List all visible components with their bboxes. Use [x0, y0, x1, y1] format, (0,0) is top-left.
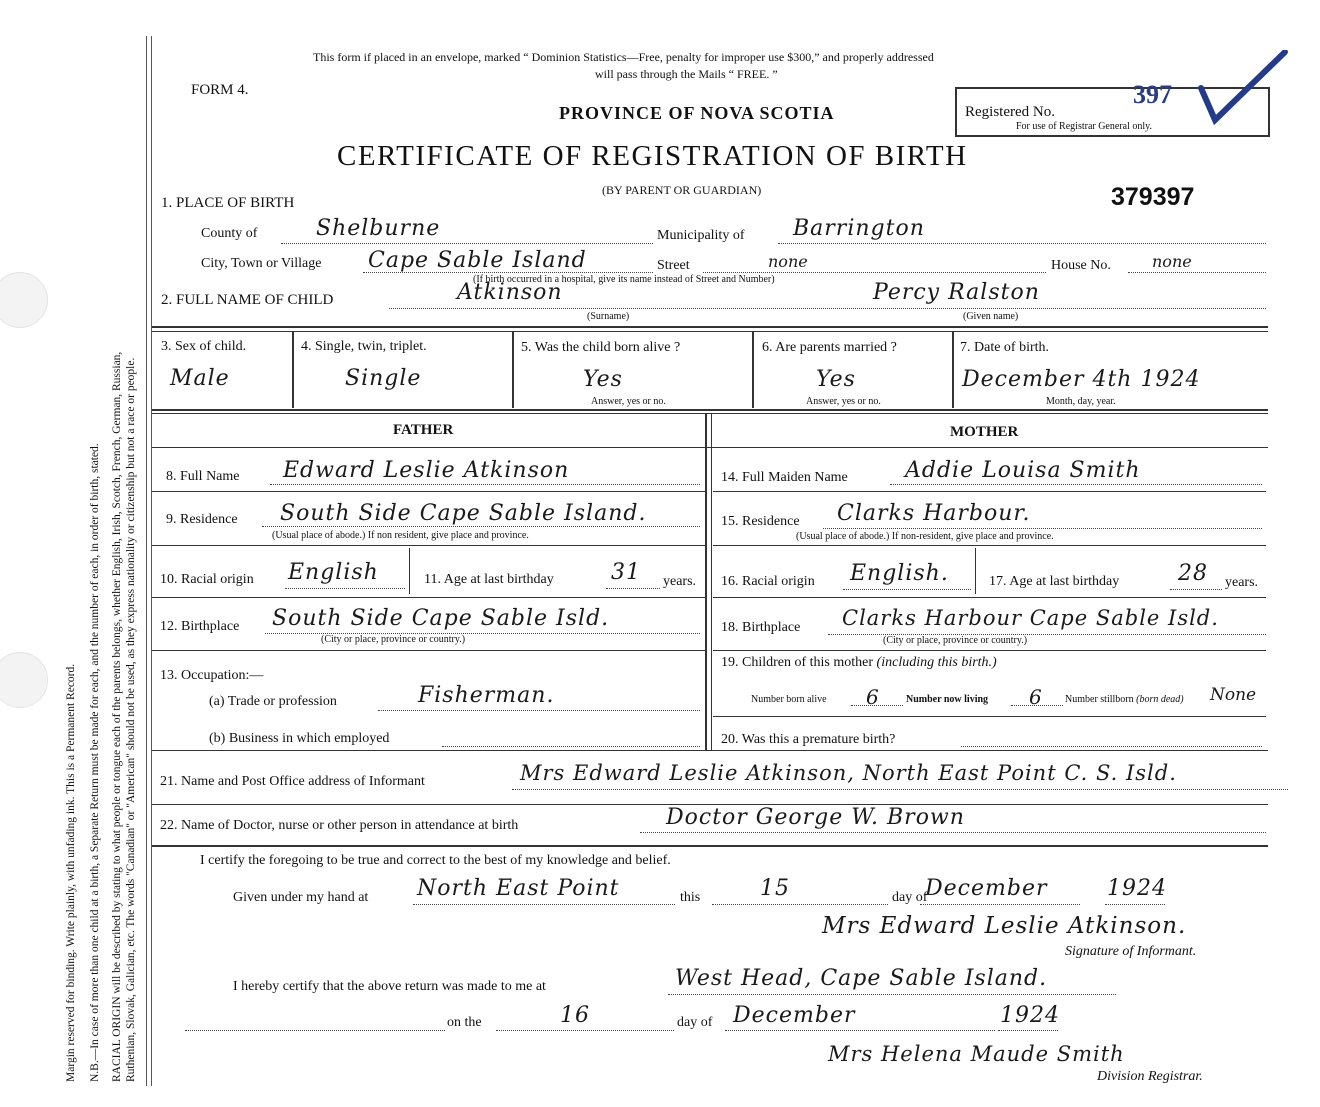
father-birthplace-note: (City or place, province or country.)	[321, 634, 466, 645]
mother-name-line	[890, 484, 1262, 485]
reg-year-line	[998, 1030, 1058, 1031]
postal-notice: This form if placed in an envelope, marked “ Dominion Statistics—Free, penalty for improper use $300,” and properly addressed	[313, 50, 934, 64]
business-line	[442, 746, 700, 747]
child-name-line	[389, 308, 1266, 309]
stillborn-label-italic: (born dead)	[1136, 694, 1184, 705]
month-value: December	[925, 876, 1048, 901]
reg-year-value: 1924	[1000, 1003, 1060, 1028]
doctor-line	[640, 832, 1266, 833]
rule	[152, 545, 705, 546]
registered-note: For use of Registrar General only.	[1016, 121, 1152, 132]
mother-age-line	[1170, 589, 1222, 590]
mother-residence-value: Clarks Harbour.	[837, 501, 1031, 526]
rule	[713, 597, 1266, 598]
municipality-line	[778, 243, 1266, 244]
father-birthplace-label: 12. Birthplace	[160, 619, 240, 634]
mother-racial-line	[843, 589, 971, 590]
trade-line	[378, 710, 700, 711]
rule	[152, 845, 1268, 847]
rule	[152, 326, 1268, 328]
margin-note-3: RACIAL ORIGIN will be described by stating to what people or tongue each of the parents belongs, whether English, Irish, Scotch, French, German, Russian,	[111, 351, 123, 1082]
rule	[152, 650, 705, 651]
informant-signature-caption: Signature of Informant.	[1065, 944, 1197, 959]
occupation-label: 13. Occupation:—	[160, 668, 264, 683]
registrar-place-line	[668, 994, 1116, 995]
father-age-line	[606, 588, 660, 589]
reg-day-line	[496, 1030, 674, 1031]
child-given-name: Percy Ralston	[873, 280, 1040, 305]
father-racial-label: 10. Racial origin	[160, 572, 254, 587]
house-label: House No.	[1051, 258, 1111, 273]
rule	[713, 650, 1266, 651]
mother-heading: MOTHER	[950, 424, 1019, 440]
now-living-count: 6	[1029, 685, 1042, 709]
margin-rule	[151, 36, 152, 1086]
stillborn-label-text: Number stillborn	[1065, 694, 1134, 705]
rule	[975, 548, 976, 594]
doctor-label: 22. Name of Doctor, nurse or other person in attendance at birth	[160, 818, 519, 833]
registrar-signature: Mrs Helena Maude Smith	[828, 1042, 1125, 1066]
certificate-subtitle: (BY PARENT OR GUARDIAN)	[602, 183, 762, 197]
street-label: Street	[657, 258, 690, 273]
street-value: none	[768, 252, 808, 271]
binding-hole	[0, 272, 48, 328]
day-value: 15	[760, 876, 790, 901]
mother-residence-line	[823, 528, 1262, 529]
hospital-note: (If birth occurred in a hospital, give its name instead of Street and Number)	[473, 274, 775, 285]
father-name-value: Edward Leslie Atkinson	[283, 458, 570, 483]
mother-residence-note: (Usual place of abode.) If non-resident, give place and province.	[796, 531, 1054, 542]
mother-name-label: 14. Full Maiden Name	[721, 470, 848, 485]
father-age-label: 11. Age at last birthday	[424, 572, 554, 587]
born-alive-value: Yes	[583, 367, 623, 392]
rule	[152, 597, 705, 598]
informant-line	[512, 789, 1288, 790]
business-label: (b) Business in which employed	[209, 731, 390, 746]
rule	[512, 332, 514, 408]
reg-day-value: 16	[560, 1003, 590, 1028]
house-value: none	[1152, 252, 1192, 271]
mother-racial-label: 16. Racial origin	[721, 574, 815, 589]
mother-birthplace-label: 18. Birthplace	[721, 620, 801, 635]
now-living-label: Number now living	[906, 694, 989, 705]
reg-month-line	[725, 1030, 995, 1031]
mother-birthplace-value: Clarks Harbour Cape Sable Isld.	[842, 606, 1219, 630]
rule	[952, 332, 954, 408]
dob-value: December 4th 1924	[962, 367, 1201, 392]
registered-number: 397	[1133, 80, 1172, 109]
sex-value: Male	[170, 366, 230, 391]
certificate-title: CERTIFICATE OF REGISTRATION OF BIRTH	[337, 140, 968, 172]
municipality-value: Barrington	[793, 216, 925, 241]
certificate-number: 379397	[1111, 183, 1195, 211]
father-residence-label: 9. Residence	[166, 512, 238, 527]
father-racial-line	[285, 588, 405, 589]
father-name-label: 8. Full Name	[166, 469, 240, 484]
father-residence-line	[262, 526, 700, 527]
born-alive-count: 6	[866, 685, 879, 709]
house-line	[1128, 272, 1266, 273]
children-label-text: 19. Children of this mother	[721, 655, 874, 670]
mother-racial-value: English.	[850, 561, 949, 586]
rule	[292, 332, 294, 408]
rule	[752, 332, 754, 408]
sex-label: 3. Sex of child.	[161, 339, 247, 354]
rule	[152, 447, 1268, 448]
born-alive-count-label: Number born alive	[751, 694, 827, 705]
margin-note-4: Ruthenian, Slovak, Galician, etc. The words "Canadian" or "American" should not be used, as they express nationality or citizenship but not a race or people.	[125, 357, 137, 1082]
month-line	[920, 904, 1080, 905]
married-value: Yes	[816, 367, 856, 392]
check-mark-icon	[1195, 50, 1290, 125]
father-age-value: 31	[611, 560, 641, 585]
given-place-value: North East Point	[417, 876, 620, 901]
single-value: Single	[345, 366, 422, 391]
father-residence-note: (Usual place of abode.) If non resident, give place and province.	[272, 530, 529, 541]
rule	[152, 750, 1268, 751]
dob-note: Month, day, year.	[1046, 396, 1116, 407]
married-note: Answer, yes or no.	[806, 396, 881, 407]
registered-label: Registered No.	[965, 104, 1055, 120]
rule	[713, 545, 1266, 546]
blank-line	[185, 1030, 445, 1031]
born-alive-note: Answer, yes or no.	[591, 396, 666, 407]
father-age-years: years.	[663, 574, 697, 589]
place-of-birth-label: 1. PLACE OF BIRTH	[161, 195, 295, 211]
married-label: 6. Are parents married ?	[762, 340, 897, 355]
given-under-label: Given under my hand at	[233, 890, 369, 905]
informant-label: 21. Name and Post Office address of Informant	[160, 774, 425, 789]
year-line	[1105, 904, 1165, 905]
doctor-value: Doctor George W. Brown	[666, 805, 965, 830]
rule	[152, 413, 1268, 414]
reg-day-of-label: day of	[677, 1015, 713, 1030]
mother-residence-label: 15. Residence	[721, 514, 800, 529]
registrar-statement: I hereby certify that the above return was made to me at	[233, 979, 546, 994]
mother-birthplace-note: (City or place, province or country.)	[883, 635, 1028, 646]
margin-rule	[146, 36, 147, 1086]
city-label: City, Town or Village	[201, 256, 322, 271]
margin-note-1: Margin reserved for binding. Write plainly, with unfading ink. This is a Permanent Record.	[65, 663, 77, 1082]
children-label	[721, 655, 997, 671]
day-line	[712, 904, 888, 905]
child-surname: Atkinson	[457, 280, 563, 305]
postal-notice-2: will pass through the Mails “ FREE. ”	[595, 67, 778, 81]
informant-signature: Mrs Edward Leslie Atkinson.	[822, 913, 1187, 939]
mother-age-years: years.	[1225, 575, 1259, 590]
rule	[705, 414, 707, 750]
rule	[713, 716, 1266, 717]
father-residence-value: South Side Cape Sable Island.	[280, 501, 647, 526]
street-line	[703, 272, 1046, 273]
dob-label: 7. Date of birth.	[960, 340, 1050, 355]
surname-caption: (Surname)	[587, 311, 630, 322]
mother-age-value: 28	[1178, 561, 1208, 586]
rule	[711, 414, 712, 750]
rule	[152, 331, 1268, 332]
rule	[152, 491, 705, 492]
year-value: 1924	[1107, 876, 1167, 901]
trade-label: (a) Trade or profession	[209, 694, 337, 709]
father-name-line	[270, 484, 700, 485]
given-name-caption: (Given name)	[963, 311, 1019, 322]
county-line	[281, 243, 653, 244]
single-label: 4. Single, twin, triplet.	[301, 339, 427, 354]
rule	[713, 491, 1266, 492]
stillborn-label	[1065, 694, 1184, 705]
child-name-label: 2. FULL NAME OF CHILD	[161, 292, 334, 308]
mother-name-value: Addie Louisa Smith	[905, 458, 1141, 483]
registrar-caption: Division Registrar.	[1097, 1069, 1203, 1084]
county-value: Shelburne	[316, 216, 441, 241]
premature-label: 20. Was this a premature birth?	[721, 732, 896, 747]
city-value: Cape Sable Island	[368, 248, 587, 273]
stillborn-count: None	[1210, 685, 1257, 705]
informant-value: Mrs Edward Leslie Atkinson, North East Point C. S. Isld.	[520, 761, 1177, 785]
form-number: FORM 4.	[191, 82, 249, 98]
registrar-place-value: West Head, Cape Sable Island.	[675, 966, 1048, 991]
this-label: this	[680, 890, 701, 905]
children-label-italic: (including this birth.)	[876, 655, 997, 670]
county-label: County of	[201, 226, 258, 241]
trade-value: Fisherman.	[418, 683, 555, 708]
certify-statement: I certify the foregoing to be true and correct to the best of my knowledge and belief.	[200, 853, 671, 868]
day-of-label: day of	[892, 890, 928, 905]
born-alive-label: 5. Was the child born alive ?	[521, 340, 681, 355]
reg-month-value: December	[733, 1003, 856, 1028]
on-the-label: on the	[447, 1015, 482, 1030]
binding-hole	[0, 652, 48, 708]
rule	[152, 409, 1268, 411]
father-heading: FATHER	[393, 422, 454, 438]
father-birthplace-value: South Side Cape Sable Isld.	[272, 606, 610, 631]
father-racial-value: English	[288, 560, 379, 585]
given-place-line	[413, 904, 675, 905]
margin-note-2: N.B.—In case of more than one child at a birth, a Separate Return must be made for each, and the number of each, in order of birth, stated.	[89, 443, 101, 1082]
mother-age-label: 17. Age at last birthday	[989, 574, 1120, 589]
province-heading: PROVINCE OF NOVA SCOTIA	[559, 103, 835, 123]
premature-line	[961, 746, 1262, 747]
municipality-label: Municipality of	[657, 228, 745, 243]
rule	[409, 548, 410, 594]
